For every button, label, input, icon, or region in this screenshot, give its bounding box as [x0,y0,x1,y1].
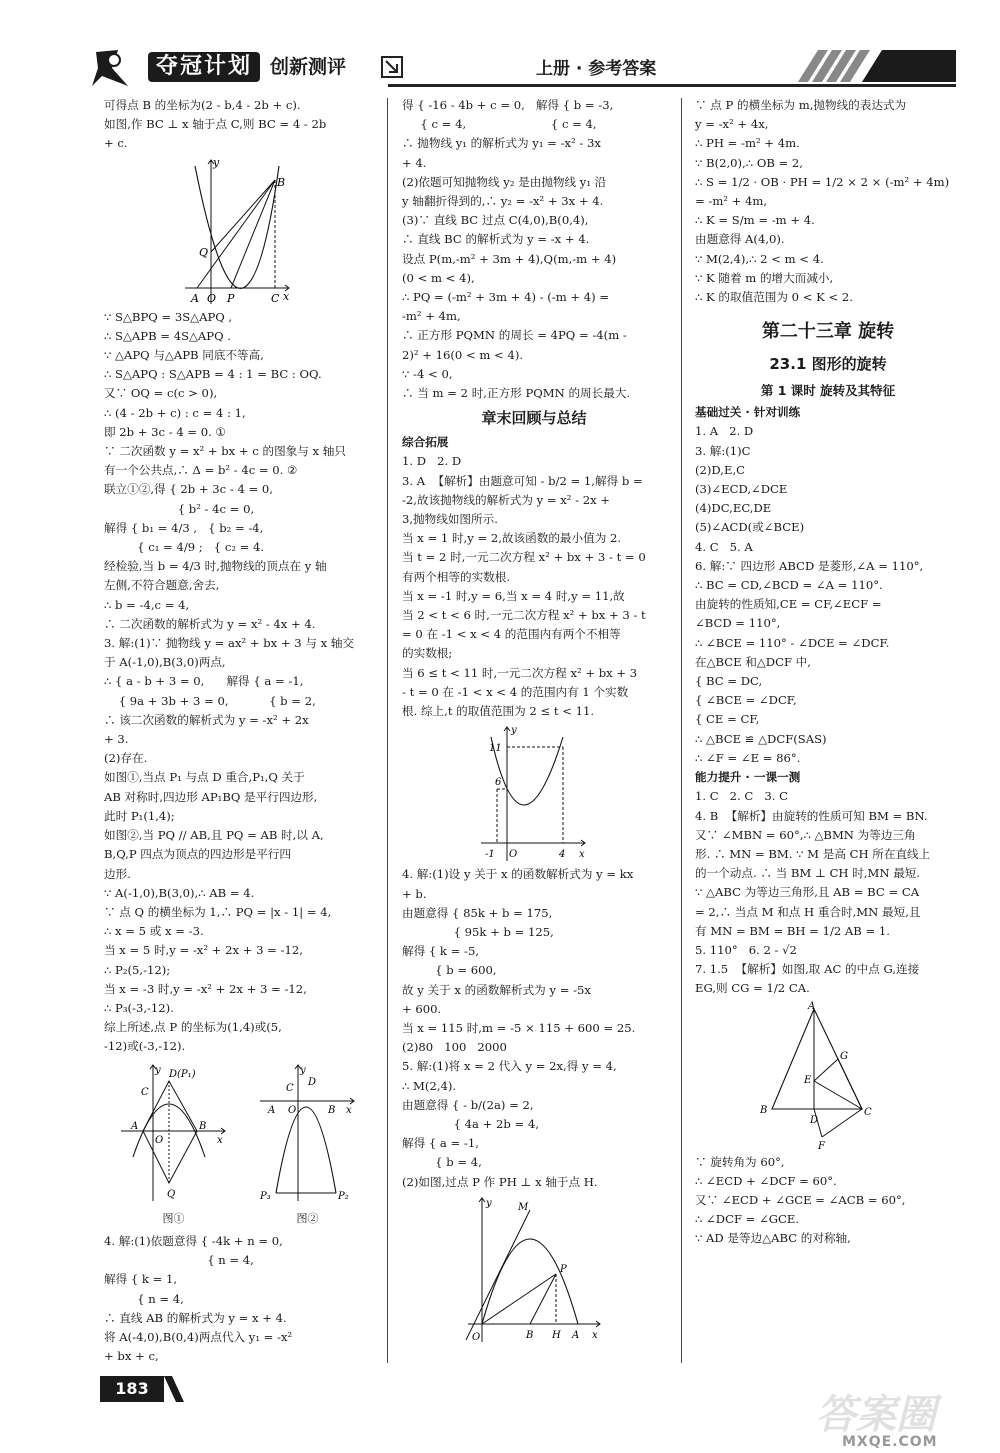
text-line: AB 对称时,四边形 AP₁BQ 是平行四边形, [104,789,318,804]
fig-label: P [560,1263,567,1275]
fig-label: P [227,291,235,305]
text-line: 有 MN = BM = BH = 1/2 AB = 1. [695,923,890,938]
text-line: { c = 4, { c = 4, [402,117,597,132]
text-line: ∴ 该二次函数的解析式为 y = -x² + 2x [104,712,309,727]
text-line: { n = 4, [104,1291,184,1306]
text-line: { c₁ = 4/9 ; { c₂ = 4. [104,540,265,555]
text-line: ∴ ∠DCF = ∠GCE. [695,1212,800,1227]
text-line: 设点 P(m,-m² + 3m + 4),Q(m,-m + 4) [402,251,617,266]
text-line: 5. 解:(1)将 x = 2 代入 y = 2x,得 y = 4, [402,1059,617,1074]
text-line: -m² + 4m, [402,309,461,324]
text-line: ∴ b = -4,c = 4, [104,597,190,612]
figure-triangle-rotation [758,1001,898,1151]
fig-label: x [345,1104,352,1116]
text-line: 联立①②,得 { 2b + 3c - 4 = 0, [104,482,273,497]
fig-label: A [267,1104,275,1116]
text-line: 由旋转的性质知,CE = CF,∠ECF = [695,597,882,612]
text-line: = -m² + 4m, [695,194,768,209]
text-line: ∠BCD = 110°, [695,616,781,631]
fig-label: y [213,155,220,169]
text-line: 又∵ ∠MBN = 60°,∴ △BMN 为等边三角 [695,827,916,842]
fig-label: A [130,1120,138,1132]
watermark-url: MXQE.COM [842,1434,938,1450]
figure-parallelogram-1 [119,1061,229,1203]
text-line: y = -x² + 4x, [695,117,769,132]
fig-label: D(P₁) [168,1068,196,1080]
figure-pair [104,1061,372,1228]
text-line: 左侧,不符合题意,舍去, [104,578,220,593]
column-left [104,96,372,1366]
text-line: ∴ P₂(5,-12); [104,962,171,977]
section-heading-review: 章末回顾与总结 [481,409,587,428]
text-line: 故 y 关于 x 的函数解析式为 y = -5x [402,982,591,997]
fig-label: 4 [559,849,566,861]
text-line: 解得 { k = 1, [104,1272,178,1287]
text-line: (3)∵ 直线 BC 过点 C(4,0),B(0,4), [402,213,589,228]
fig-label: D [307,1076,316,1088]
text-line: ∴ S = 1/2 · OB · PH = 1/2 × 2 × (-m² + 4m) [695,174,950,189]
text-line: 解得 { b₁ = 4/3 , { b₂ = -4, [104,520,264,535]
text-line: y 轴翻折得到的,∴ y₂ = -x² + 3x + 4. [402,194,604,209]
fig-label: y [511,725,517,737]
text-line: 4. 解:(1)设 y 关于 x 的函数解析式为 y = kx [402,867,634,882]
text-line: 1. C 2. C 3. C [695,789,788,804]
column-middle [402,96,666,1346]
text-line: ∴ 当 m = 2 时,正方形 PQMN 的周长最大. [402,386,631,401]
text-line: B,Q,P 四点为顶点的四边形是平行四 [104,847,292,862]
fig-label: C [864,1106,872,1118]
text-line: (0 < m < 4), [402,270,475,285]
text-line: 当 x = 1 时,y = 2,故该函数的最小值为 2. [402,531,622,546]
text-line: 3. 解:(1)C [695,443,751,458]
figure-1-wrapper [119,1061,229,1228]
fig-label: H [552,1329,561,1341]
fig-label: C [140,1086,149,1098]
text-line: 如图,作 BC ⊥ x 轴于点 C,则 BC = 4 - 2b [104,117,327,132]
text-line: ∴ ∠BCE = 110° - ∠DCE = ∠DCF. [695,635,890,650]
fig-label: Q [199,245,209,259]
watermark-big: 答案圈 [816,1391,936,1438]
text-line: ∵ -4 < 0, [402,366,453,381]
text-line: ∴ M(2,4). [402,1078,457,1093]
text-line: 1. D 2. D [402,454,462,469]
header-stripes-decoration [778,50,956,82]
fig-label: B [760,1104,768,1116]
text-line: ∵ 旋转角为 60°, [695,1154,785,1169]
text-line: ∴ x = 5 或 x = -3. [104,924,204,939]
text-line: ∵ AD 是等边△ABC 的对称轴, [695,1231,851,1246]
text-line: 由题意得 A(4,0). [695,232,785,247]
text-line: ∴ S△APB = 4S△APQ . [104,328,231,343]
page-number-stripe [164,1376,184,1402]
subsection-label: 能力提升 · 一课一测 [695,770,801,785]
text-line: ∵ B(2,0),∴ OB = 2, [695,155,803,170]
text-line: 当 2 < t < 6 时,一元二次方程 x² + bx + 3 - t [402,608,646,623]
text-line: + 3. [104,732,129,747]
text-line: ∴ 二次函数的解析式为 y = x² - 4x + 4. [104,616,316,631]
figure-caption: 图① [162,1211,185,1225]
fig-label: D [810,1114,819,1126]
text-line: (2)如图,过点 P 作 PH ⊥ x 轴于点 H. [402,1174,598,1189]
figure-parallelogram-2 [258,1061,358,1203]
text-line: ∴ PQ = (-m² + 3m + 4) - (-m + 4) = [402,290,610,305]
text-line: -2,故该抛物线的解析式为 y = x² - 2x + [402,492,611,507]
text-line: ∴ K 的取值范围为 0 < K < 2. [695,290,853,305]
fig-label: A [808,1000,816,1012]
text-line: 当 x = 115 时,m = -5 × 115 + 600 = 25. [402,1020,636,1035]
text-line: { ∠BCE = ∠DCF, [695,693,797,708]
fig-label: x [216,1134,223,1146]
fig-label: B [526,1329,534,1341]
text-line: ∴ 直线 AB 的解析式为 y = x + 4. [104,1310,287,1325]
text-line: ∵ S△BPQ = 3S△APQ , [104,309,233,324]
text-line: 有两个相等的实数根. [402,569,511,584]
text-line: - t = 0 在 -1 < x < 4 的范围内有 1 个实数 [402,684,629,699]
fig-label: O [472,1331,481,1343]
text-line: 4. C 5. A [695,539,753,554]
lesson-heading: 第 1 课时 旋转及其特征 [760,383,896,399]
text-line: 将 A(-4,0),B(0,4)两点代入 y₁ = -x² [104,1329,293,1344]
text-line: ∴ 抛物线 y₁ 的解析式为 y₁ = -x² - 3x [402,136,601,151]
text-line: 4. B 【解析】由旋转的性质可知 BM = BN. [695,808,928,823]
section-heading: 23.1 图形的旋转 [769,355,887,374]
text-line: 此时 P₁(1,4); [104,808,175,823]
fig-label: O [509,849,518,861]
text-line: 的实数根; [402,646,453,661]
fig-label: x [579,849,585,861]
text-line: (4)DC,EC,DE [695,501,772,516]
fig-label: Q [166,1188,175,1200]
text-line: 在△BCE 和△DCF 中, [695,654,811,669]
text-line: + bx + c, [104,1349,159,1364]
text-line: ∴ PH = -m² + 4m. [695,136,800,151]
column-divider [681,98,682,1363]
text-line: 的一个动点. ∴ 当 BM ⊥ CH 时,MN 最短. [695,866,921,881]
fig-label: B [277,175,286,189]
fig-label: C [285,1082,294,1094]
text-line: 根. 综上,t 的取值范围为 2 ≤ t < 11. [402,704,595,719]
header-rule [388,84,956,87]
text-line: { BC = DC, [695,674,763,689]
text-line: 当 6 ≤ t < 11 时,一元二次方程 x² + bx + 3 [402,665,638,680]
text-line: { 95k + b = 125, [402,924,554,939]
subsection-label: 综合拓展 [402,435,449,450]
text-line: -12)或(-3,-12). [104,1039,186,1054]
text-line: { CE = CF, [695,712,760,727]
text-line: = 0 在 -1 < x < 4 的范围内有两个不相等 [402,627,621,642]
fig-label: x [592,1329,598,1341]
text-line: 3,抛物线如图所示. [402,512,498,527]
fig-label: F [818,1140,825,1151]
text-line: { 4a + 2b = 4, [402,1116,539,1131]
fig-label: O [207,291,217,305]
text-line: ∵ △APQ 与△APB 同底不等高, [104,348,264,363]
text-line: ∴ P₃(-3,-12). [104,1000,174,1015]
fig-label: P₂ [337,1190,349,1202]
text-line: EG,则 CG = 1/2 CA. [695,981,810,996]
text-line: + 600. [402,1001,442,1016]
fig-label: -1 [485,849,495,861]
fig-label: 6 [495,777,502,789]
text-line: (2)D,E,C [695,462,746,477]
text-line: ∴ ∠F = ∠E = 86°. [695,750,801,765]
text-line: + b. [402,886,427,901]
text-line: 又∵ ∠ECD + ∠GCE = ∠ACB = 60°, [695,1192,906,1207]
text-line: ∵ △ABC 为等边三角形,且 AB = BC = CA [695,885,920,900]
text-line: 当 x = -3 时,y = -x² + 2x + 3 = -12, [104,981,307,996]
text-line: ∴ { a - b + 3 = 0, 解得 { a = -1, [104,674,304,689]
text-line: 由题意得 { - b/(2a) = 2, [402,1097,534,1112]
page-number: 183 [100,1376,164,1402]
fig-label: G [840,1050,848,1062]
text-line: ∵ 点 P 的横坐标为 m,抛物线的表达式为 [695,98,907,112]
text-line: 边形. [104,866,131,881]
text-line: 3. 解:(1)∵ 抛物线 y = ax² + bx + 3 与 x 轴交 [104,636,355,651]
fig-label: B [327,1104,335,1116]
text-line: ∴ ∠ECD + ∠DCF = 60°. [695,1173,837,1188]
page-header [88,46,956,92]
text-line: 可得点 B 的坐标为(2 - b,4 - 2b + c). [104,98,301,112]
text-line: 解得 { a = -1, [402,1136,479,1151]
brand-title: 夺冠计划 [148,52,260,82]
text-line: 解得 { k = -5, [402,944,480,959]
text-line: 综上所述,点 P 的坐标为(1,4)或(5, [104,1020,282,1035]
column-divider [387,98,388,1363]
subsection-label: 基础过关 · 针对训练 [695,405,801,420]
fig-label: O [287,1104,296,1116]
text-line: 经检验,当 b = 4/3 时,抛物线的顶点在 y 轴 [104,559,327,574]
text-line: { b = 600, [402,963,497,978]
arrow-box-icon [381,56,403,78]
text-line: ∴ △BCE ≌ △DCF(SAS) [695,731,827,746]
fig-label: A [572,1329,580,1341]
text-line: 3. A 【解析】由题意可知 - b/2 = 1,解得 b = [402,473,643,488]
text-line: 如图①,当点 P₁ 与点 D 重合,P₁,Q 关于 [104,770,305,785]
text-line: 又∵ OQ = c(c > 0), [104,386,218,401]
text-line: 如图②,当 PQ // AB,且 PQ = AB 时,以 A, [104,828,324,843]
text-line: ∵ A(-1,0),B(3,0),∴ AB = 4. [104,885,255,900]
fig-label: B [198,1120,206,1132]
text-line: 当 t = 2 时,一元二次方程 x² + bx + 3 - t = 0 [402,550,646,565]
text-line: 4. 解:(1)依题意得 { -4k + n = 0, [104,1233,283,1248]
figure-parabola-bpq [183,156,293,306]
text-line: { n = 4, [104,1253,254,1268]
text-line: (5)∠ACD(或∠BCE) [695,520,805,535]
text-line: 即 2b + 3c - 4 = 0. ① [104,424,226,439]
column-right [695,96,961,1249]
text-line: ∴ 正方形 PQMN 的周长 = 4PQ = -4(m - [402,328,627,343]
text-line: ∴ BC = CD,∠BCD = ∠A = 110°. [695,578,883,593]
text-line: 得 { -16 - 4b + c = 0, 解得 { b = -3, [402,98,614,112]
text-line: 由题意得 { 85k + b = 175, [402,905,553,920]
text-line: 于 A(-1,0),B(3,0)两点, [104,655,226,670]
fig-label: E [804,1074,812,1086]
fig-label: x [283,289,290,303]
fig-label: M [518,1201,529,1213]
text-line: + 4. [402,155,427,170]
text-line: (3)∠ECD,∠DCE [695,482,788,497]
fig-label: y [486,1197,492,1209]
text-line: { b² - 4c = 0, [104,501,255,516]
figure-parabola-mp [464,1194,604,1344]
text-line: 5. 110° 6. 2 - √2 [695,942,797,957]
text-line: 7. 1.5 【解析】如图,取 AC 的中点 G,连接 [695,962,920,977]
text-line: ∴ K = S/m = -m + 4. [695,213,815,228]
volume-label: 上册 · 参考答案 [536,59,657,79]
text-line: 1. A 2. D [695,424,754,439]
text-line: { b = 4, [402,1155,482,1170]
text-line: 形. ∴ MN = BM. ∵ M 是高 CH 所在直线上 [695,846,931,861]
text-line: 6. 解:∵ 四边形 ABCD 是菱形,∠A = 110°, [695,558,924,573]
text-line: ∴ 直线 BC 的解析式为 y = -x + 4. [402,232,590,247]
text-line: ∵ 二次函数 y = x² + bx + c 的图象与 x 轴只 [104,444,346,459]
chapter-heading: 第二十三章 旋转 [761,321,895,343]
fig-label: y [299,1064,306,1076]
fig-label: C [271,291,280,305]
fig-label: 11 [489,743,502,755]
text-line: 2)² + 16(0 < m < 4). [402,347,524,362]
text-line: ∵ 点 Q 的横坐标为 1,∴ PQ = |x - 1| = 4, [104,904,332,919]
text-line: ∵ K 随着 m 的增大而减小, [695,270,834,285]
text-line: (2)依题可知抛物线 y₂ 是由抛物线 y₁ 沿 [402,174,607,189]
brand-subtitle: 创新测评 [270,56,347,78]
text-line: ∴ (4 - 2b + c) : c = 4 : 1, [104,405,246,420]
text-line: ∴ S△APQ : S△APB = 4 : 1 = BC : OQ. [104,367,322,382]
fig-label: y [154,1064,161,1076]
fig-label: P₃ [259,1190,271,1202]
text-line: (2)存在. [104,751,148,766]
figure-2-wrapper [258,1061,358,1228]
text-line: 当 x = -1 时,y = 6,当 x = 4 时,y = 11,故 [402,588,625,603]
text-line: 当 x = 5 时,y = -x² + 2x + 3 = -12, [104,943,303,958]
figure-caption: 图② [296,1211,319,1225]
text-line: (2)80 100 2000 [402,1040,507,1055]
figure-parabola-range [479,723,589,863]
fig-label: A [191,291,199,305]
text-line: ∵ M(2,4),∴ 2 < m < 4. [695,251,824,266]
fig-label: O [154,1134,163,1146]
text-line: { 9a + 3b + 3 = 0, { b = 2, [104,693,316,708]
text-line: + c. [104,136,128,151]
text-line: = 2,∴ 当点 M 和点 H 重合时,MN 最短,且 [695,904,921,919]
text-line: 有一个公共点,∴ Δ = b² - 4c = 0. ② [104,463,298,478]
